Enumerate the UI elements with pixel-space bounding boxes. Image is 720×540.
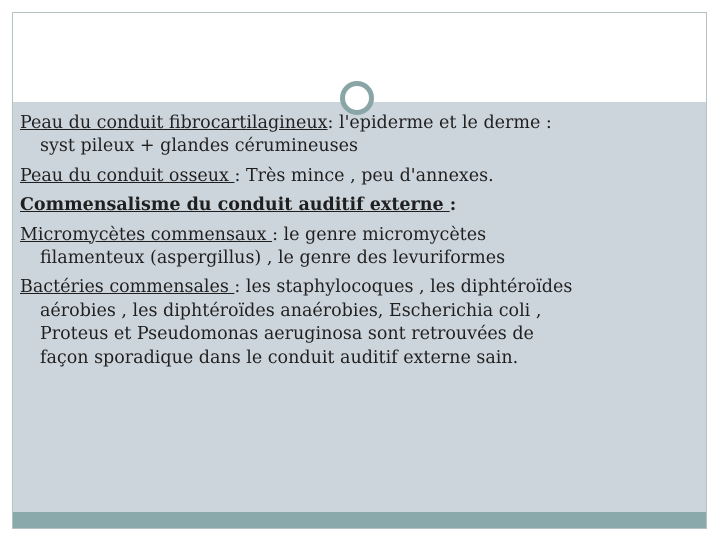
paragraph-lead: Peau du conduit fibrocartilagineux — [20, 113, 328, 133]
paragraph-lead: Bactéries commensales — [20, 277, 235, 298]
decorative-circle-icon — [340, 81, 374, 115]
paragraph-lead: Commensalisme du conduit auditif externe — [20, 195, 450, 216]
paragraph-lead: Micromycètes commensaux — [20, 224, 273, 245]
paragraph-micromycetes — [20, 224, 690, 271]
footer-bar — [13, 512, 706, 528]
paragraph-skin-fibrocartilaginous — [20, 112, 690, 159]
paragraph-continuation: façon sporadique dans le conduit auditif externe sain. — [40, 347, 519, 368]
paragraph-rest: : Très mince , peu d'annexes. — [234, 165, 494, 186]
paragraph-continuation: filamenteux (aspergillus) , le genre des levuriformes — [40, 248, 506, 269]
paragraph-continuation: aérobies , les diphtéroïdes anaérobies, Escherichia coli , — [40, 300, 542, 321]
paragraph-continuation: syst pileux + glandes cérumineuses — [40, 136, 358, 157]
paragraph-rest: : les staphylocoques , les diphtéroïdes — [234, 277, 573, 298]
paragraph-lead: Peau du conduit osseux — [20, 165, 235, 186]
paragraph-skin-bony — [20, 165, 690, 188]
paragraph-commensalism-heading — [20, 194, 690, 217]
paragraph-continuation: Proteus et Pseudomonas aeruginosa sont retrouvées de — [40, 324, 534, 345]
body-text — [20, 112, 690, 376]
paragraph-rest: : l'epiderme et le derme : — [327, 113, 552, 133]
paragraph-rest: : — [449, 195, 457, 216]
paragraph-rest: : le genre micromycètes — [272, 224, 487, 245]
paragraph-bacteria — [20, 276, 690, 370]
